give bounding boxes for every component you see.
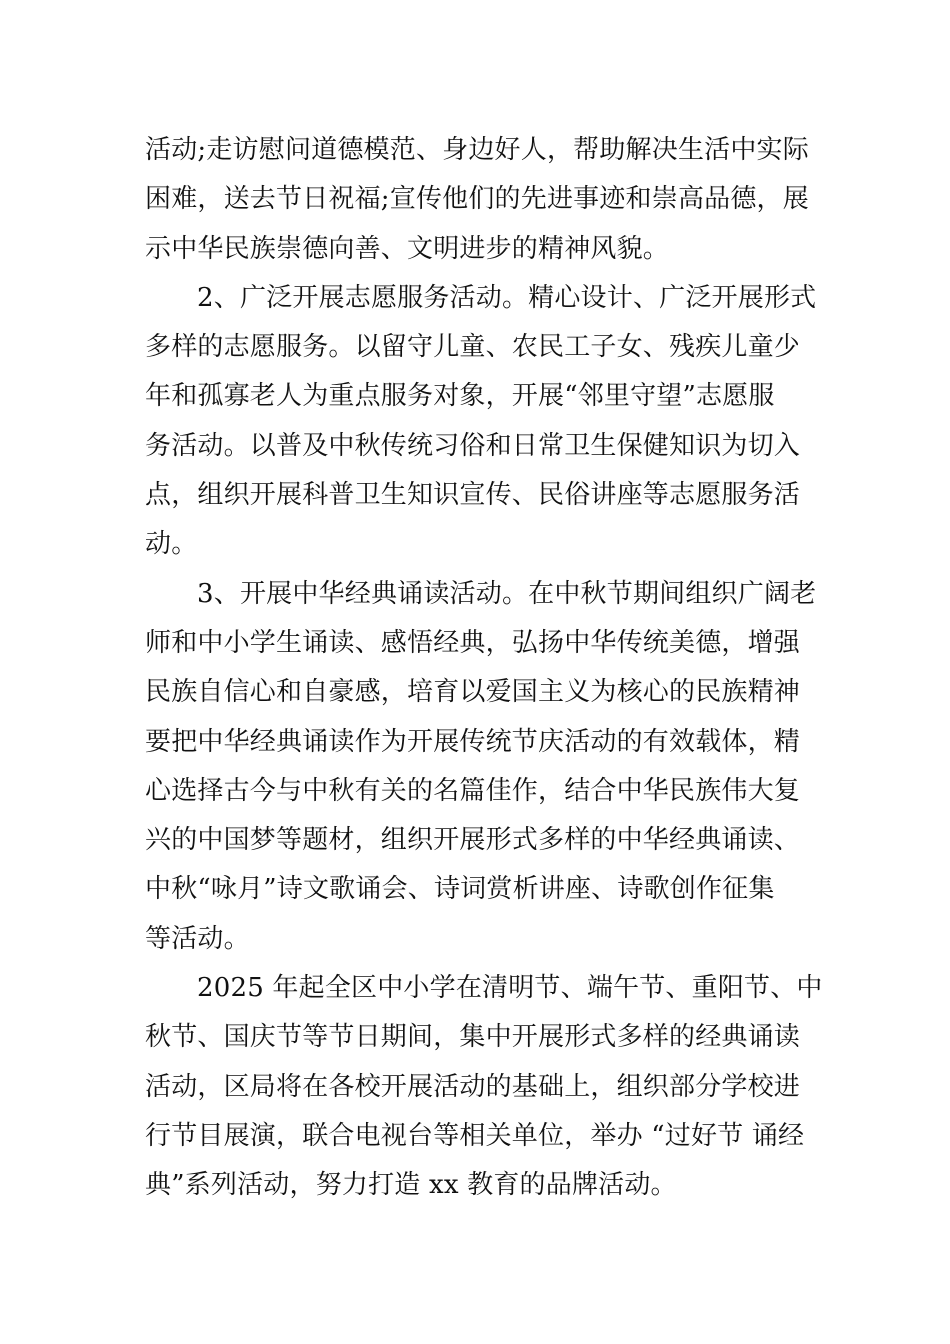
paragraph-2025-plan [145, 964, 823, 1210]
text-line: 活动，区局将在各校开展活动的基础上，组织部分学校进 [145, 1071, 801, 1102]
text-line: 行节目展演，联合电视台等相关单位，举办 “过好节 诵经 [145, 1120, 805, 1151]
text-line: 多样的志愿服务。以留守儿童、农民工子女、残疾儿童少 [145, 332, 801, 363]
text-line: 年和孤寡老人为重点服务对象，开展“邻里守望”志愿服 [145, 381, 775, 412]
document-body [145, 126, 823, 1211]
text-line: 民族自信心和自豪感，培育以爱国主义为核心的民族精神 [145, 677, 801, 708]
text-line: 动。 [145, 529, 198, 560]
text-line: 兴的中国梦等题材，组织开展形式多样的中华经典诵读、 [145, 825, 801, 856]
text-line: 典”系列活动，努力打造 xx 教育的品牌活动。 [145, 1170, 677, 1201]
text-line: 要把中华经典诵读作为开展传统节庆活动的有效载体，精 [145, 726, 801, 757]
text-line: 示中华民族崇德向善、文明进步的精神风貌。 [145, 233, 670, 264]
text-line: 困难，送去节日祝福;宣传他们的先进事迹和崇高品德，展 [145, 184, 809, 215]
text-line: 师和中小学生诵读、感悟经典，弘扬中华传统美德，增强 [145, 627, 801, 658]
text-line: 活动;走访慰问道德模范、身边好人，帮助解决生活中实际 [145, 135, 809, 165]
text-line: 3、开展中华经典诵读活动。在中秋节期间组织广阔老 [197, 578, 817, 609]
paragraph-volunteer-service [145, 274, 817, 570]
text-line: 2、广泛开展志愿服务活动。精心设计、广泛开展形式 [197, 282, 817, 313]
paragraph-continuation [145, 126, 807, 274]
text-line: 点，组织开展科普卫生知识宣传、民俗讲座等志愿服务活 [145, 480, 801, 511]
paragraph-classic-reading [145, 570, 817, 964]
text-line: 务活动。以普及中秋传统习俗和日常卫生保健知识为切入 [145, 430, 801, 461]
text-line: 中秋“咏月”诗文歌诵会、诗词赏析讲座、诗歌创作征集 [145, 874, 775, 905]
text-line: 等活动。 [145, 923, 250, 954]
text-line: 秋节、国庆节等节日期间，集中开展形式多样的经典诵读 [145, 1022, 801, 1053]
text-line: 2025 年起全区中小学在清明节、端午节、重阳节、中 [197, 973, 823, 1004]
text-line: 心选择古今与中秋有关的名篇佳作，结合中华民族伟大复 [145, 775, 801, 806]
